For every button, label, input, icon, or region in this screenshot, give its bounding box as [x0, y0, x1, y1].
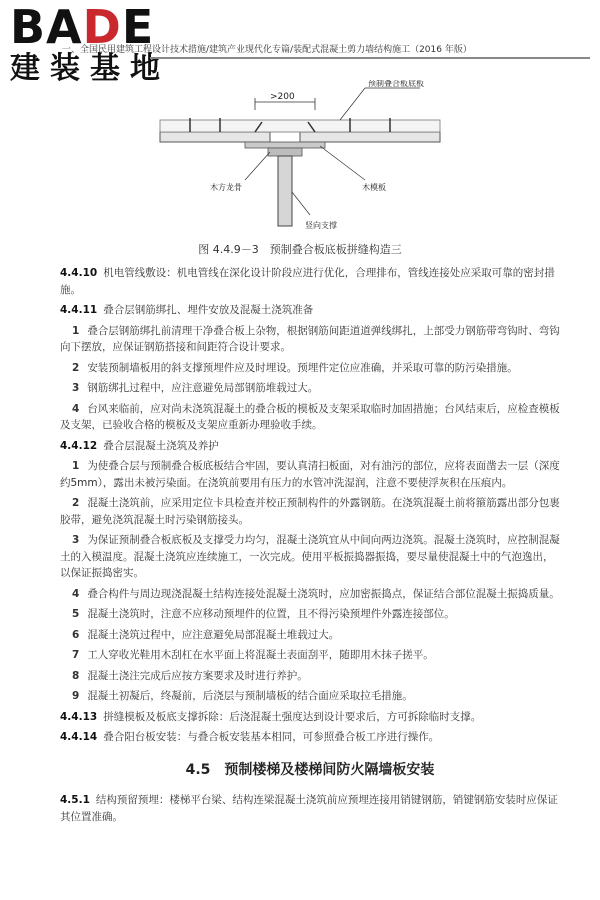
header-divider	[150, 57, 590, 59]
paragraph-4-4-14: 4.4.14 叠合阳台板安装：与叠合板安装基本相同，可参照叠合板工序进行操作。	[60, 731, 440, 743]
list-item: 6 混凝土浇筑过程中，应注意避免局部混凝土堆载过大。	[72, 628, 340, 641]
right-slab	[300, 132, 440, 142]
left-slab	[160, 132, 270, 142]
list-item: 8 混凝土浇注完成后应按方案要求及时进行养护。	[72, 669, 308, 682]
figure-caption: 图 4.4.9－3 预制叠合板底板拼缝构造三	[198, 243, 402, 256]
section-heading: 4.5 预制楼梯及楼梯间防火隔墙板安装	[185, 761, 435, 778]
joint-detail-figure	[150, 80, 450, 235]
dimension-label: >200	[270, 92, 295, 102]
paragraph-4-4-12: 4.4.12 叠合层混凝土浇筑及养护	[60, 439, 219, 452]
top-label: 预制叠合板底板	[368, 80, 424, 88]
timber-joist	[268, 148, 302, 156]
list-item: 4 叠合构件与周边现浇混凝土结构连接处混凝土浇筑时，应加密振捣点，保证结合部位混凝土振捣质量。	[72, 587, 560, 600]
right-label: 木模板	[362, 183, 386, 192]
paragraph-4-4-11: 4.4.11 叠合层钢筋绑扎、埋件安放及混凝土浇筑准备	[60, 304, 314, 316]
list-item: 4 台风来临前，应对尚未浇筑混凝土的叠合板的模板及支架采取临时加固措施；台风结束后，应检查模板及支架，已验收合格的模板及支架应重新办理验收手续。	[60, 402, 560, 431]
list-item: 1 叠合层钢筋绑扎前清理干净叠合板上杂物，根据钢筋间距道道弹线绑扎，上部受力钢筋带弯钩时、弯钩向下摆放，应保证钢筋搭接和间距符合设计要求。	[60, 324, 560, 353]
left-label: 木方龙骨	[210, 183, 242, 192]
topping-layer	[160, 120, 440, 132]
running-header: 一、全国民用建筑工程设计技术措施/建筑产业现代化专篇/装配式混凝土剪力墙结构施工（2016 年版）	[62, 45, 472, 55]
paragraph-4-4-10: 4.4.10 机电管线敷设：机电管线在深化设计阶段应进行优化，合理排布，管线连接处应采取可靠的密封措施。	[60, 267, 555, 296]
list-item: 1 为使叠合层与预制叠合板底板结合牢固，要认真清扫板面，对有油污的部位，应将表面凿去一层（深度约5mm），露出未被污染面。在浇筑前要用有压力的水管冲洗湿润，注意不要使浮灰积在压痕内。	[60, 460, 560, 489]
list-item: 5 混凝土浇筑时，注意不应移动预埋件的位置，且不得污染预埋件外露连接部位。	[72, 608, 455, 620]
list-item: 9 混凝土初凝后，终凝前，后浇层与预制墙板的结合面应采取拉毛措施。	[72, 690, 413, 702]
bottom-label: 竖向支撑	[305, 221, 337, 230]
list-item: 2 混凝土浇筑前，应采用定位卡具检查并校正预制构件的外露钢筋。在浇筑混凝土前将箍筋露出部分包裹胶带，避免浇筑混凝土时污染钢筋接头。	[60, 497, 560, 526]
list-item: 3 钢筋绑扎过程中，应注意避免局部钢筋堆载过大。	[72, 382, 319, 394]
list-item: 2 安装预制墙板用的斜支撑预埋件应及时埋设。预埋件定位应准确，并采取可靠的防污染措施。	[72, 361, 518, 374]
logo-subtitle: 建装基地	[10, 51, 170, 86]
paragraph-4-5-1: 4.5.1 结构预留预埋：楼梯平台梁、结构连梁混凝土浇筑前应预埋连接用销键钢筋，销键钢筋安装时应保证其位置准确。	[60, 794, 558, 823]
vertical-support	[278, 156, 292, 226]
document-body	[60, 265, 560, 829]
logo-part-c: E	[121, 0, 155, 54]
list-item: 7 工人穿收光鞋用木刮杠在水平面上将混凝土表面刮平，随即用木抹子搓平。	[72, 649, 434, 661]
logo-part-b: D	[82, 0, 122, 54]
timber-formwork	[245, 142, 325, 148]
paragraph-4-4-13: 4.4.13 拼缝模板及板底支撑拆除：后浇混凝土强度达到设计要求后，方可拆除临时支撑。	[60, 710, 482, 723]
logo-part-a: BA	[10, 0, 83, 54]
list-item: 3 为保证预制叠合板底板及支撑受力均匀，混凝土浇筑宜从中间向两边浇筑。混凝土浇筑时，应控制混凝土的入模温度。混凝土浇筑应连续施工，一次完成。使用平板振捣器振捣，要尽量使混凝土中的气泡逸出，以保证振捣密实。	[60, 534, 560, 579]
